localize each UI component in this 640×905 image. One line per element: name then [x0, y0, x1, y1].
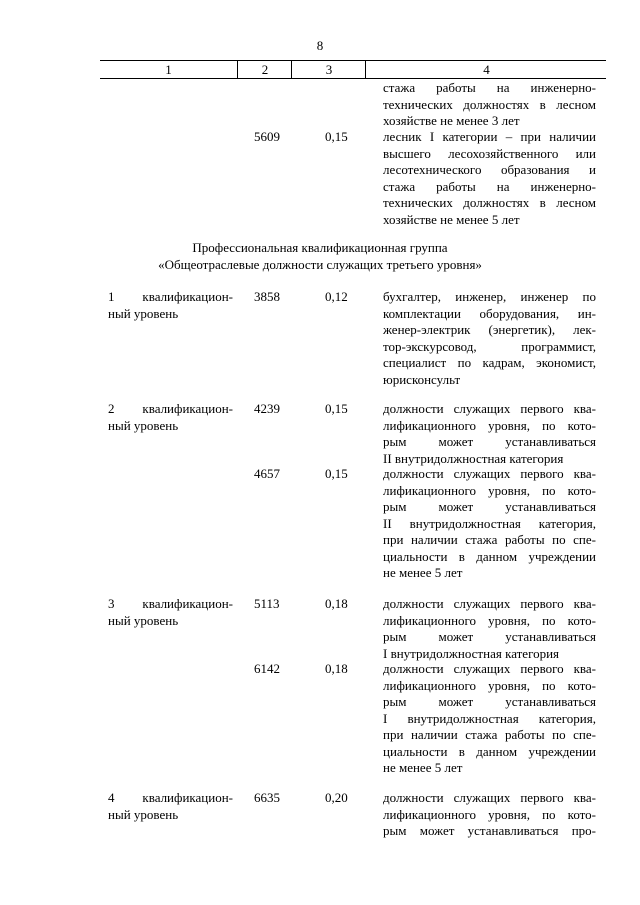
coefficient: 0,12 — [325, 289, 348, 304]
text-line: рым может устанавливаться — [383, 434, 596, 449]
text-line: специалист по кадрам, экономист, — [383, 355, 596, 370]
text-line: должности служащих первого ква- — [383, 466, 596, 481]
salary-code: 5113 — [254, 596, 280, 611]
position-description — [383, 129, 596, 228]
salary-code: 4657 — [254, 466, 280, 481]
text-line: хозяйстве не менее 5 лет — [383, 211, 520, 227]
text-line: I внутридолжностная категория — [383, 645, 560, 661]
text-line: рым может устанавливаться про- — [383, 823, 596, 838]
text-line: технических должностях в лесном — [383, 195, 596, 210]
coefficient: 0,15 — [325, 401, 348, 416]
text-line: должности служащих первого ква- — [383, 596, 596, 611]
page-number: 8 — [316, 38, 324, 53]
text-line: должности служащих первого ква- — [383, 790, 596, 805]
position-description — [383, 289, 596, 388]
column-header-1: 1 — [165, 62, 172, 77]
position-description — [383, 661, 596, 777]
group-heading — [0, 240, 640, 273]
text-line: не менее 5 лет — [383, 565, 463, 580]
text-line: ный уровень — [108, 806, 179, 822]
position-description — [383, 596, 596, 662]
text-line: лесотехнического образования и — [383, 162, 596, 177]
position-description — [383, 790, 596, 840]
text-line: стажа работы на инженерно- — [383, 178, 596, 194]
coefficient: 0,15 — [325, 129, 348, 144]
text-line: лификационного уровня, по кото- — [383, 806, 596, 822]
text-line: комплектации оборудования, ин- — [383, 305, 596, 321]
qualification-level — [108, 289, 233, 322]
salary-code: 5609 — [254, 129, 280, 144]
qualification-level — [108, 790, 233, 823]
salary-code: 4239 — [254, 401, 280, 416]
text-line: II внутридолжностная категория, — [383, 515, 596, 531]
text-line: ный уровень — [108, 612, 179, 628]
text-line: не менее 5 лет — [383, 760, 463, 775]
text-line: юрисконсульт — [383, 371, 461, 387]
qualification-level — [108, 401, 233, 434]
salary-code: 6142 — [254, 661, 280, 676]
position-description — [383, 401, 596, 467]
text-line: 4 квалификацион- — [108, 790, 233, 805]
group-heading-line: «Общеотраслевые должности служащих третьего уровня» — [158, 256, 482, 272]
text-line: стажа работы на инженерно- — [383, 80, 596, 95]
text-line: лификационного уровня, по кото- — [383, 417, 596, 433]
text-line: должности служащих первого ква- — [383, 661, 596, 676]
text-line: тор-экскурсовод, программист, — [383, 338, 596, 354]
text-line: лификационного уровня, по кото- — [383, 612, 596, 628]
continuation-text — [383, 80, 596, 130]
table-header — [100, 60, 606, 79]
text-line: должности служащих первого ква- — [383, 401, 596, 416]
text-line: 1 квалификацион- — [108, 289, 233, 304]
text-line: рым может устанавливаться — [383, 629, 596, 644]
text-line: лификационного уровня, по кото- — [383, 677, 596, 693]
text-line: при наличии стажа работы по спе- — [383, 727, 596, 742]
coefficient: 0,18 — [325, 596, 348, 611]
text-line: рым может устанавливаться — [383, 694, 596, 709]
text-line: хозяйстве не менее 3 лет — [383, 113, 520, 128]
text-line: при наличии стажа работы по спе- — [383, 532, 596, 547]
salary-code: 6635 — [254, 790, 280, 805]
coefficient: 0,15 — [325, 466, 348, 481]
text-line: 2 квалификацион- — [108, 401, 233, 416]
column-header-2: 2 — [237, 61, 292, 78]
text-line: циальности в данном учреждении — [383, 743, 596, 759]
position-description — [383, 466, 596, 582]
text-line: лификационного уровня, по кото- — [383, 482, 596, 498]
text-line: лесник I категории – при наличии — [383, 129, 596, 144]
qualification-level — [108, 596, 233, 629]
column-header-4: 4 — [365, 61, 607, 78]
text-line: высшего лесохозяйственного или — [383, 145, 596, 161]
text-line: II внутридолжностная категория — [383, 450, 564, 466]
column-header-3: 3 — [291, 61, 366, 78]
text-line: 3 квалификацион- — [108, 596, 233, 611]
text-line: бухгалтер, инженер, инженер по — [383, 289, 596, 304]
coefficient: 0,18 — [325, 661, 348, 676]
text-line: женер-электрик (энергетик), лек- — [383, 322, 596, 337]
text-line: I внутридолжностная категория, — [383, 710, 596, 726]
salary-code: 3858 — [254, 289, 280, 304]
text-line: технических должностях в лесном — [383, 96, 596, 112]
coefficient: 0,20 — [325, 790, 348, 805]
text-line: ный уровень — [108, 417, 179, 433]
text-line: рым может устанавливаться — [383, 499, 596, 514]
text-line: ный уровень — [108, 305, 179, 321]
text-line: циальности в данном учреждении — [383, 548, 596, 564]
group-heading-line: Профессиональная квалификационная группа — [192, 240, 448, 255]
